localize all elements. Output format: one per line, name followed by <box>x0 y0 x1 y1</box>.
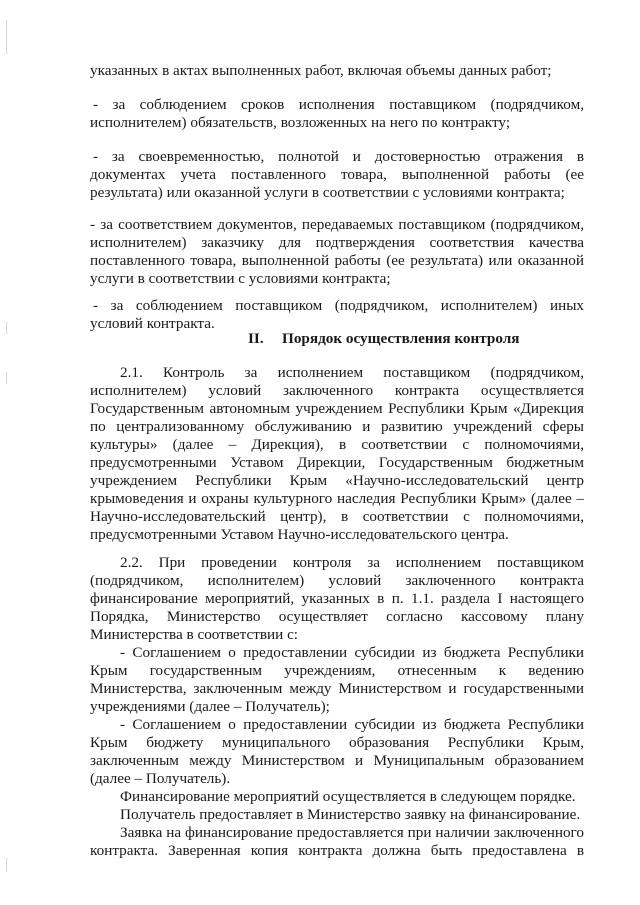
section-number: II. <box>248 330 264 347</box>
paragraph-intro <box>90 62 584 80</box>
text-line: - за соответствием документов, передаваемых поставщиком (подрядчиком, <box>90 216 584 233</box>
text-line: 2.1. Контроль за исполнением поставщиком (подрядчиком, <box>120 364 584 381</box>
text-line: Министерства, заключенным между Министерством и государственными <box>90 680 584 697</box>
text-line: контракта. Заверенная копия контракта должна быть предоставлена в <box>90 842 584 859</box>
text-line: Порядка, Министерство осуществляет согласно кассовому плану <box>90 608 584 625</box>
section-heading <box>248 330 519 348</box>
paragraph-2-2 <box>90 554 584 644</box>
paragraph-other-conditions <box>90 297 584 333</box>
paragraph-2-1 <box>90 364 584 544</box>
text-line: Крым государственным учреждениям, отнесенным к ведению <box>90 662 584 679</box>
text-line: поставленного товара, выполненной работы (ее результата) или оказанной <box>90 252 584 269</box>
paragraph-agreement-institutions <box>90 644 584 716</box>
text-line: (далее – Получатель). <box>90 770 231 787</box>
text-line: документах учета поставленного товара, выполненной работы (ее <box>90 166 584 183</box>
text-line: 2.2. При проведении контроля за исполнением поставщиком <box>120 554 584 571</box>
text-line: Крым бюджету муниципального образования Республики Крым, <box>90 734 584 751</box>
paragraph-agreement-municipal <box>90 716 584 788</box>
text-line: - за своевременностью, полнотой и достоверностью отражения в <box>93 148 584 165</box>
text-line: результата) или оказанной услуги в соответствии с условиями контракта; <box>90 184 565 201</box>
text-line: - за соблюдением поставщиком (подрядчиком, исполнителем) иных <box>93 297 584 314</box>
text-line: - Соглашением о предоставлении субсидии из бюджета Республики <box>120 716 584 733</box>
scan-margin-mark <box>6 322 7 334</box>
paragraph-deadlines <box>90 96 584 132</box>
text-line: Заявка на финансирование предоставляется при наличии заключенного <box>120 824 584 841</box>
text-line: - Соглашением о предоставлении субсидии из бюджета Республики <box>120 644 584 661</box>
text-line: услуги в соответствии с условиями контракта; <box>90 270 391 287</box>
text-line: финансирование мероприятий, указанных в п. 1.1. раздела I настоящего <box>90 590 584 607</box>
text-line: крымоведения и охраны культурного наследия Республики Крым» (далее – <box>90 490 584 507</box>
scan-margin-mark <box>6 372 7 384</box>
paragraph-financing-order <box>90 788 584 806</box>
text-line: Министерства в соответствии с: <box>90 626 299 643</box>
scan-margin-mark <box>6 858 7 872</box>
text-line: исполнителем) обязательств, возложенных на него по контракту; <box>90 114 511 131</box>
text-line: заключенным между Министерством и Муниципальным образованием <box>90 752 584 769</box>
text-line: учреждением Республики Крым «Научно-исследовательский центр <box>90 472 584 489</box>
paragraph-request <box>90 806 584 824</box>
scan-margin-mark <box>6 20 7 54</box>
text-line: учреждениями (далее – Получатель); <box>90 698 330 715</box>
text-line: указанных в актах выполненных работ, включая объемы данных работ; <box>90 62 552 79</box>
text-line: Научно-исследовательский центр), в соответствии с полномочиями, <box>90 508 584 525</box>
text-line: предусмотренными Уставом Дирекции, Государственным бюджетным <box>90 454 584 471</box>
section-title: Порядок осуществления контроля <box>282 330 520 347</box>
text-line: условий контракта. <box>90 315 215 332</box>
text-line: (подрядчиком, исполнителем) условий заключенного контракта <box>90 572 584 589</box>
paragraph-application <box>90 824 584 860</box>
text-line: Получатель предоставляет в Министерство заявку на финансирование. <box>120 806 581 823</box>
text-line: исполнителем) заказчику для подтверждения соответствия качества <box>90 234 584 251</box>
text-line: предусмотренными Уставом Научно-исследовательского центра. <box>90 526 509 543</box>
text-line: - за соблюдением сроков исполнения поставщиком (подрядчиком, <box>93 96 584 113</box>
text-line: культуры» (далее – Дирекция), в соответствии с полномочиями, <box>90 436 584 453</box>
text-line: Финансирование мероприятий осуществляется в следующем порядке. <box>120 788 576 805</box>
text-line: Государственным автономным учреждением Республики Крым «Дирекция <box>90 400 584 417</box>
paragraph-documents <box>90 216 584 288</box>
text-line: исполнителем) условий заключенного контракта осуществляется <box>90 382 584 399</box>
paragraph-timeliness <box>90 148 584 202</box>
text-line: по централизованному обслуживанию и развитию учреждений сферы <box>90 418 584 435</box>
